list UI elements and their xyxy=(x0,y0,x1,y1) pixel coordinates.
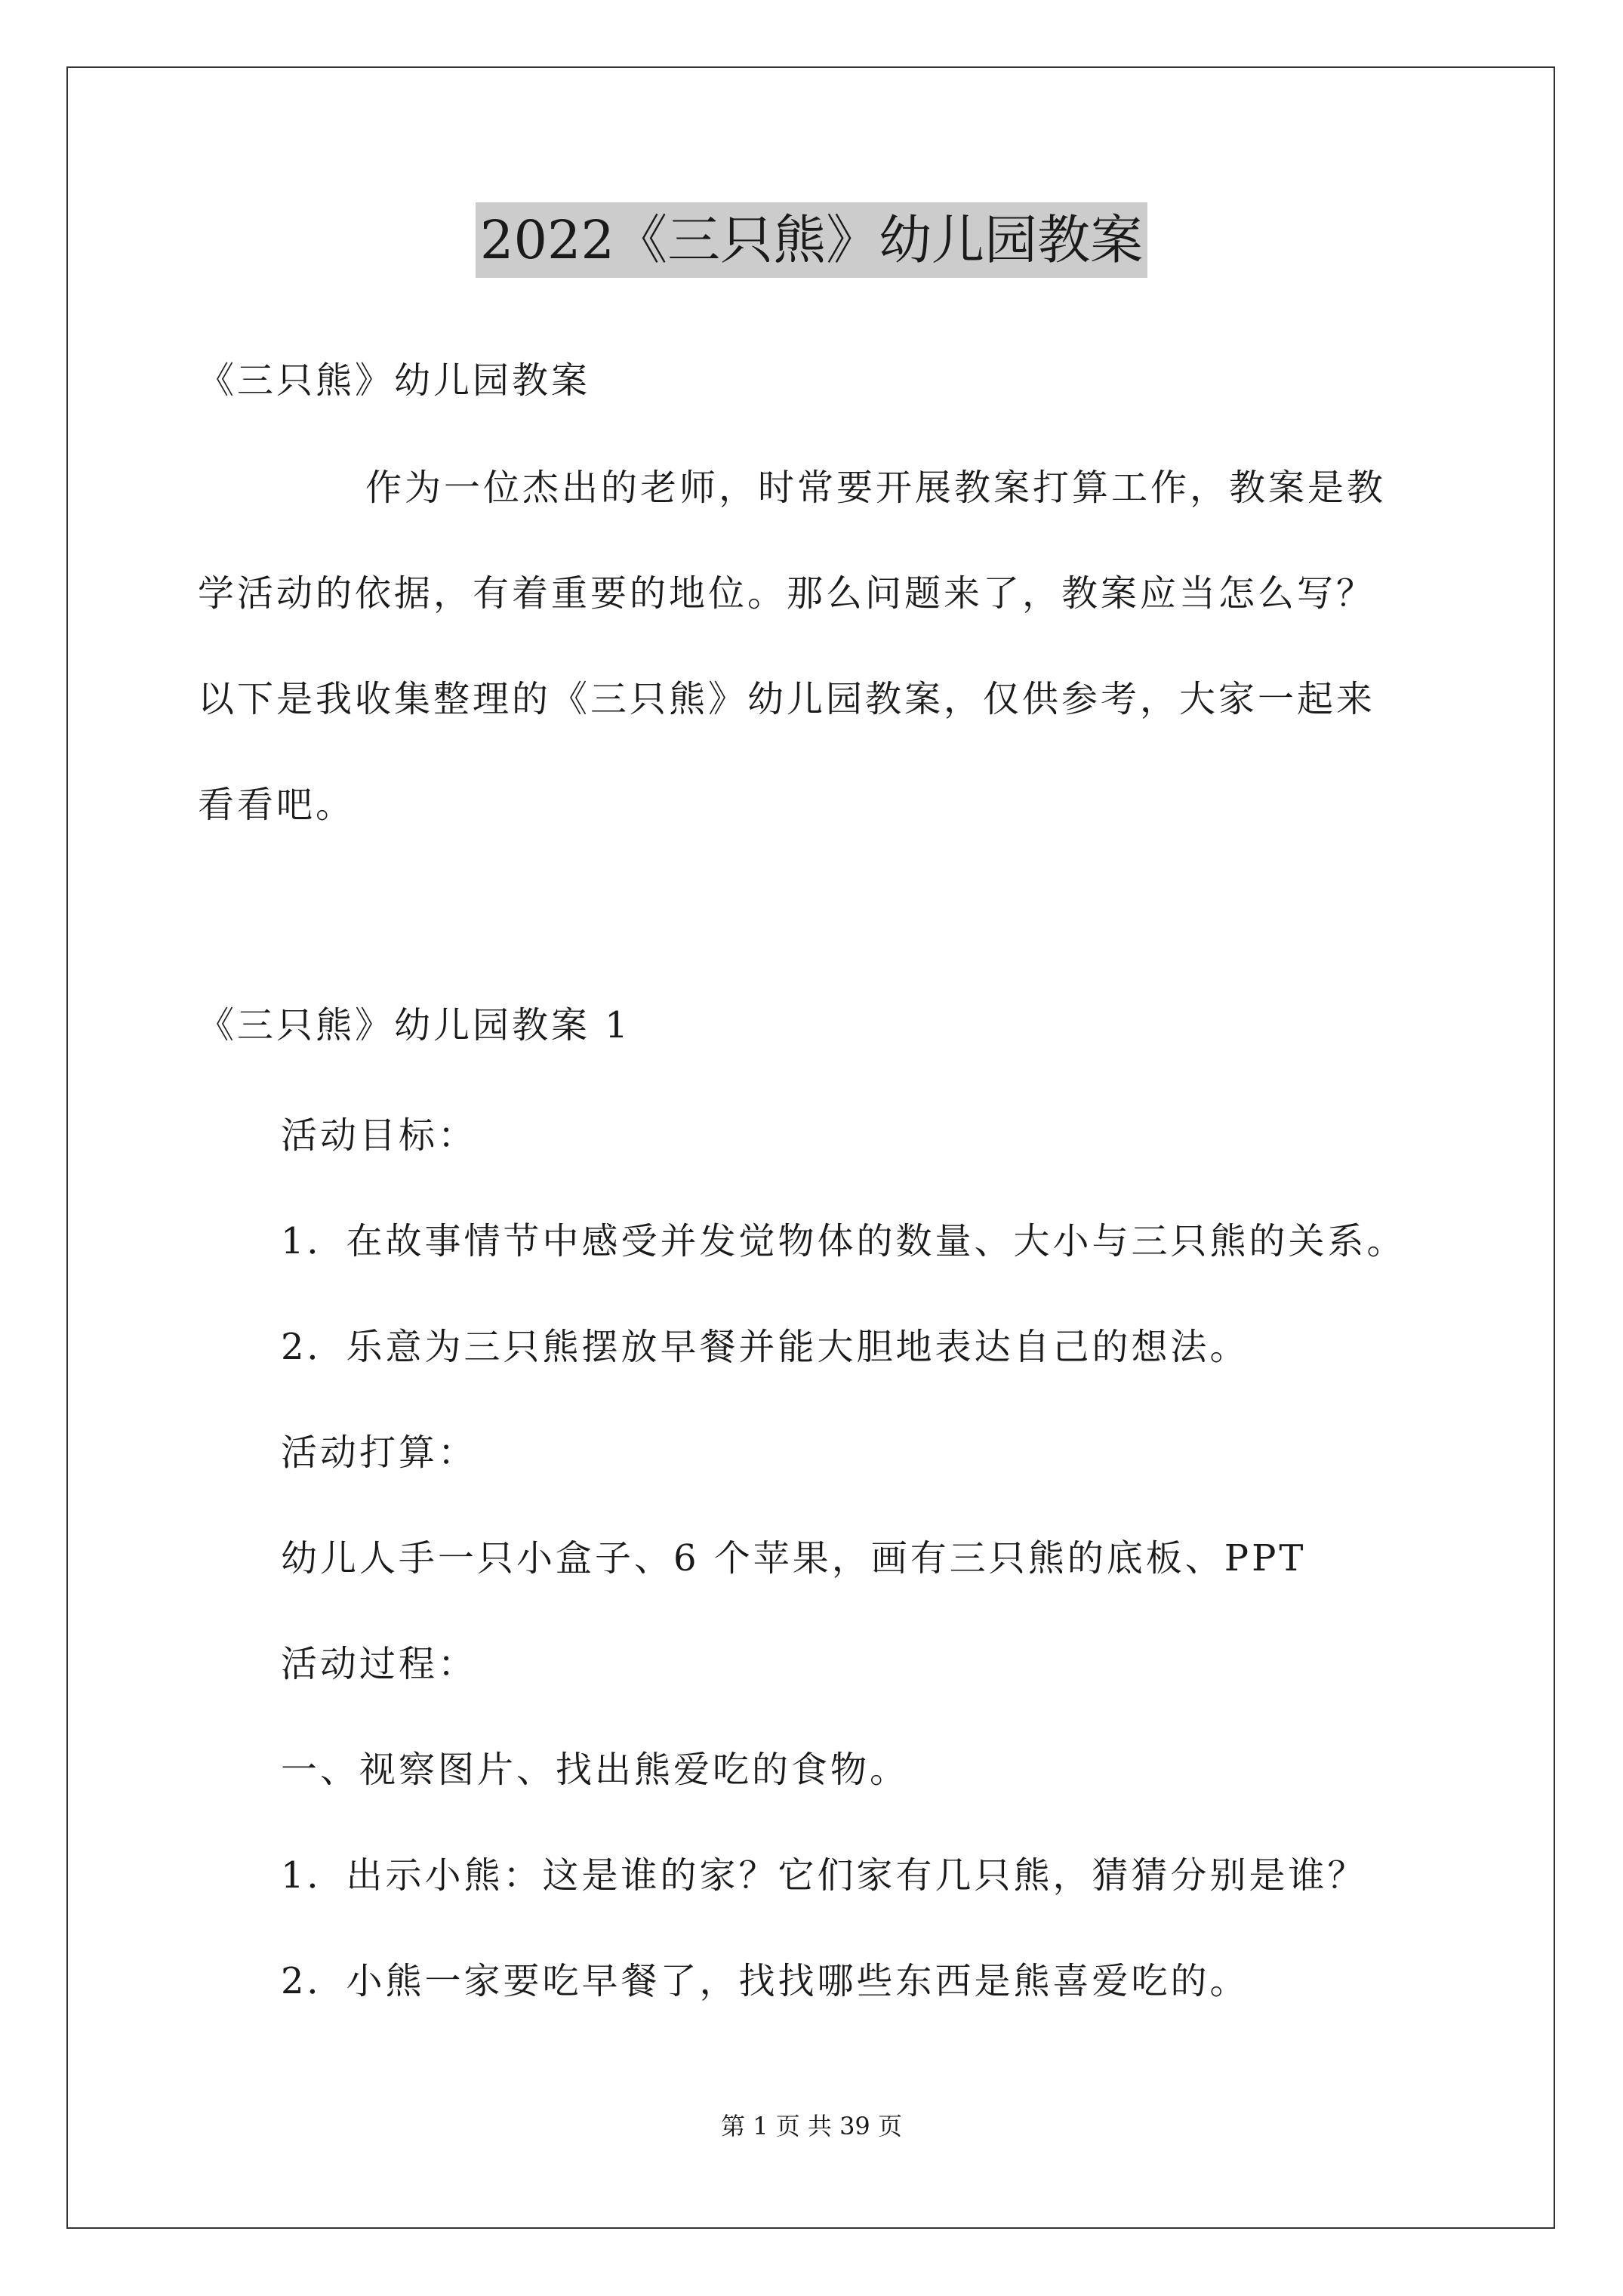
intro-line-2: 学活动的依据，有着重要的地位。那么问题来了，教案应当怎么写？ xyxy=(198,572,1376,615)
intro-line-3: 以下是我收集整理的《三只熊》幼儿园教案，仅供参考，大家一起来 xyxy=(198,678,1376,720)
process-step-one: 一、视察图片、找出熊爱吃的食物。 xyxy=(281,1749,910,1791)
document-title: 2022《三只熊》幼儿园教案 xyxy=(476,202,1147,278)
section-heading: 《三只熊》幼儿园教案 1 xyxy=(198,1004,631,1046)
process-item-1: 1．出示小熊：这是谁的家？它们家有几只熊，猜猜分别是谁？ xyxy=(281,1854,1367,1897)
prep-text: 幼儿人手一只小盒子、6 个苹果，画有三只熊的底板、PPT xyxy=(281,1537,1307,1579)
page-number-footer: 第 1 页 共 39 页 xyxy=(721,2112,902,2140)
prep-label: 活动打算： xyxy=(281,1432,478,1474)
document-subtitle: 《三只熊》幼儿园教案 xyxy=(198,359,591,402)
goals-label: 活动目标： xyxy=(281,1114,478,1157)
goal-item-1: 1．在故事情节中感受并发觉物体的数量、大小与三只熊的关系。 xyxy=(281,1220,1406,1262)
intro-line-1: 作为一位杰出的老师，时常要开展教案打算工作，教案是教 xyxy=(365,467,1387,509)
goal-item-2: 2．乐意为三只熊摆放早餐并能大胆地表达自己的想法。 xyxy=(281,1326,1249,1368)
process-label: 活动过程： xyxy=(281,1643,478,1685)
title-container xyxy=(0,202,1623,278)
intro-line-4: 看看吧。 xyxy=(198,784,356,826)
process-item-2: 2．小熊一家要吃早餐了，找找哪些东西是熊喜爱吃的。 xyxy=(281,1960,1249,2002)
